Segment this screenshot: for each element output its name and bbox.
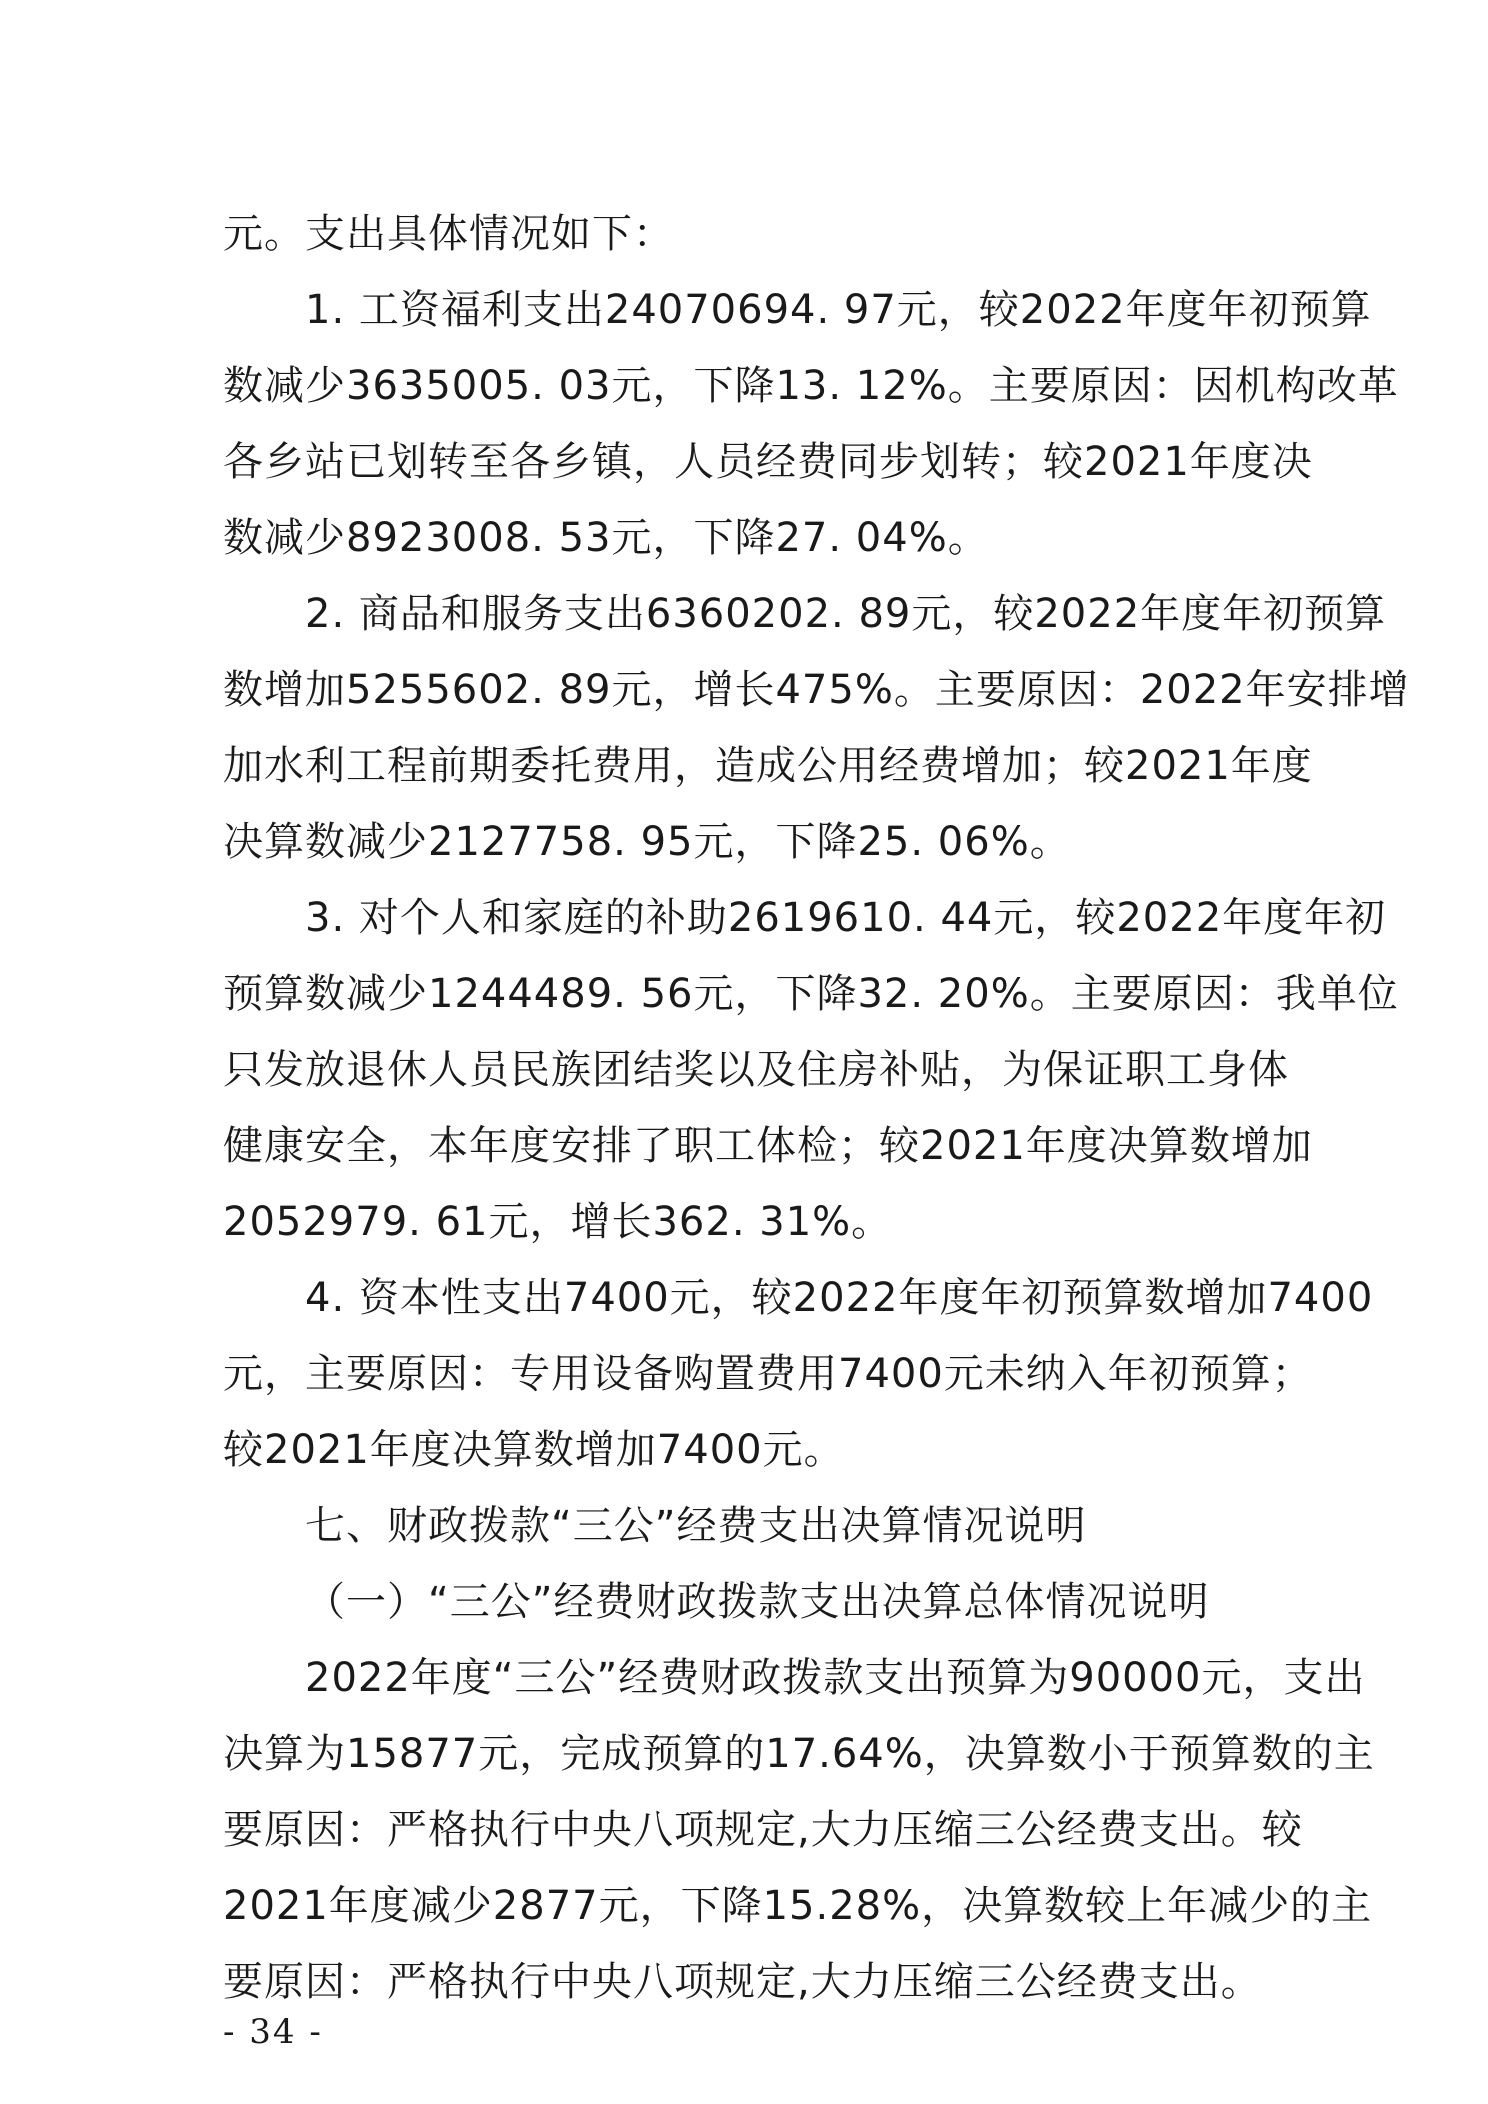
text-line: 数增加5255602. 89元，增长475%。主要原因：2022年安排增 bbox=[223, 667, 1410, 713]
paragraph-item-4: 4. 资本性支出7400元，较2022年度年初预算数增加7400 bbox=[305, 1275, 1374, 1321]
text-line: 数减少3635005. 03元，下降13. 12%。主要原因：因机构改革 bbox=[223, 363, 1399, 409]
page-number: - 34 - bbox=[223, 2012, 323, 2052]
text-line: 2021年度减少2877元，下降15.28%，决算数较上年减少的主 bbox=[223, 1883, 1373, 1929]
text-line: 加水利工程前期委托费用，造成公用经费增加；较2021年度 bbox=[223, 743, 1313, 789]
paragraph-summary: 2022年度“三公”经费财政拨款支出预算为90000元，支出 bbox=[305, 1655, 1366, 1701]
paragraph-item-1: 1. 工资福利支出24070694. 97元，较2022年度年初预算 bbox=[305, 287, 1372, 333]
text-line: 要原因：严格执行中央八项规定,大力压缩三公经费支出。较 bbox=[223, 1807, 1303, 1853]
text-line: 各乡站已划转至各乡镇，人员经费同步划转；较2021年度决 bbox=[223, 439, 1313, 485]
paragraph-item-3: 3. 对个人和家庭的补助2619610. 44元，较2022年度年初 bbox=[305, 895, 1387, 941]
paragraph-item-2: 2. 商品和服务支出6360202. 89元，较2022年度年初预算 bbox=[305, 591, 1387, 637]
section-heading: 七、财政拨款“三公”经费支出决算情况说明 bbox=[305, 1503, 1087, 1549]
text-line: 元，主要原因：专用设备购置费用7400元未纳入年初预算； bbox=[223, 1351, 1313, 1397]
text-line: 较2021年度决算数增加7400元。 bbox=[223, 1427, 845, 1473]
document-body bbox=[223, 196, 1410, 2020]
text-line: 决算为15877元，完成预算的17.64%，决算数小于预算数的主 bbox=[223, 1731, 1375, 1777]
text-line: 要原因：严格执行中央八项规定,大力压缩三公经费支出。 bbox=[223, 1959, 1262, 2005]
text-line: 健康安全，本年度安排了职工体检；较2021年度决算数增加 bbox=[223, 1123, 1313, 1169]
text-line: 决算数减少2127758. 95元，下降25. 06%。 bbox=[223, 819, 1071, 865]
subsection-heading: （一）“三公”经费财政拨款支出决算总体情况说明 bbox=[305, 1579, 1210, 1625]
text-line: 2052979. 61元，增长362. 31%。 bbox=[223, 1199, 893, 1245]
text-line: 只发放退休人员民族团结奖以及住房补贴，为保证职工身体 bbox=[223, 1047, 1289, 1093]
text-line: 预算数减少1244489. 56元，下降32. 20%。主要原因：我单位 bbox=[223, 971, 1399, 1017]
text-line: 数减少8923008. 53元，下降27. 04%。 bbox=[223, 515, 989, 561]
text-line: 元。支出具体情况如下： bbox=[223, 211, 674, 257]
